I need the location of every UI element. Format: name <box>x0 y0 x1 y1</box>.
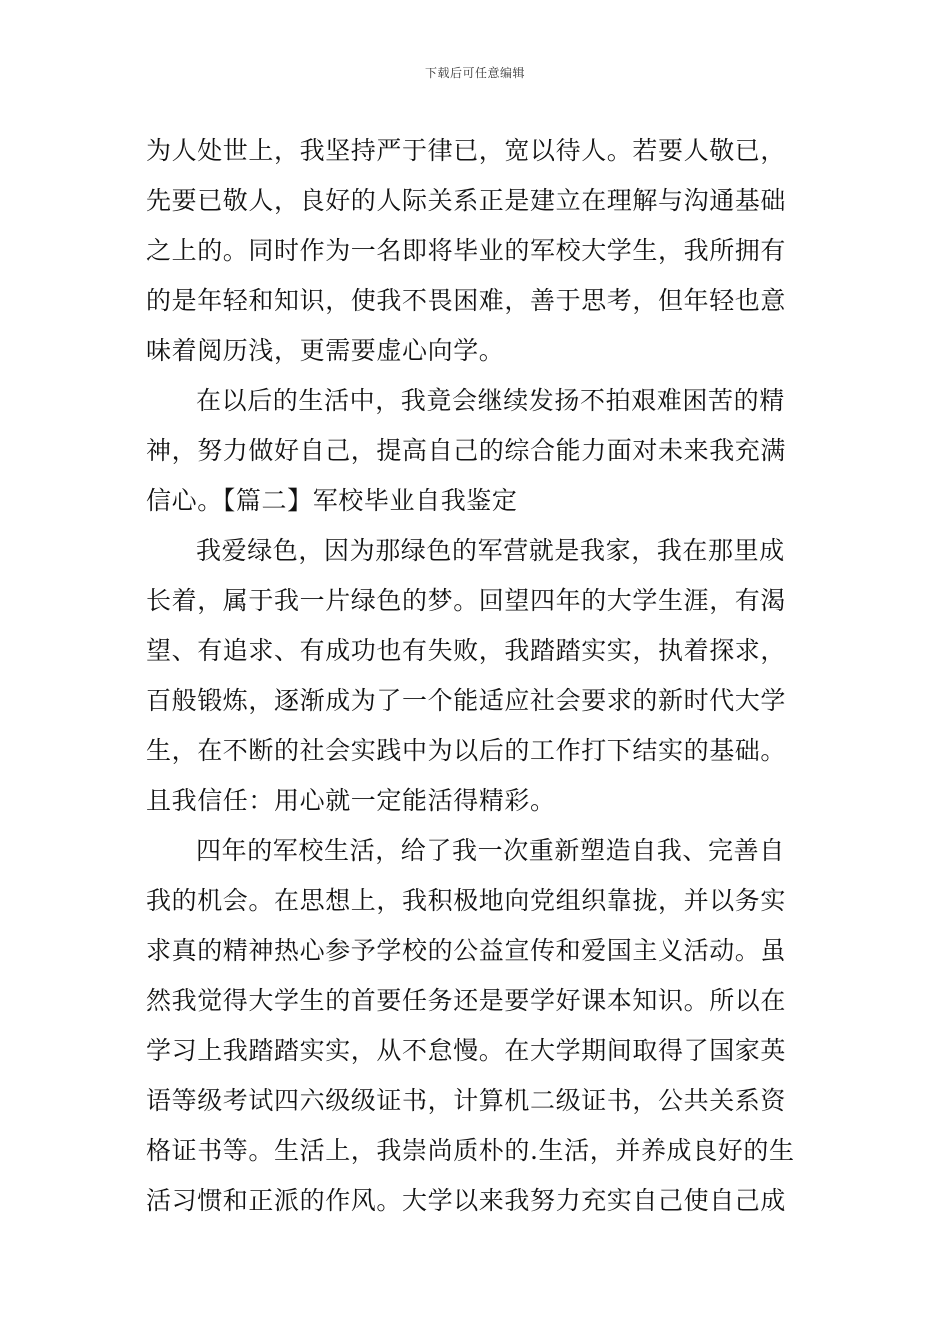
text-line: 语等级考试四六级级证书，计算机二级证书，公共关系资 <box>146 1086 787 1115</box>
paragraph <box>146 526 808 826</box>
text-line: 望、有追求、有成功也有失败，我踏踏实实，执着探求， <box>146 636 787 665</box>
page-header: 下载后可任意编辑 <box>424 66 525 80</box>
text-line: 生，在不断的社会实践中为以后的工作打下结实的基础。 <box>146 736 787 765</box>
text-line: 在以后的生活中，我竟会继续发扬不拍艰难困苦的精 <box>196 386 785 415</box>
text-line: 的是年轻和知识，使我不畏困难，善于思考，但年轻也意 <box>146 286 787 315</box>
text-line: 百般锻炼，逐渐成为了一个能适应社会要求的新时代大学 <box>146 686 787 715</box>
text-line: 格证书等。生活上，我崇尚质朴的.生活，并养成良好的生 <box>146 1136 795 1165</box>
text-line: 信心。【篇二】军校毕业自我鉴定 <box>146 486 518 515</box>
text-line: 我爱绿色，因为那绿色的军营就是我家，我在那里成 <box>196 536 785 565</box>
text-line: 味着阅历浅，更需要虚心向学。 <box>146 336 505 365</box>
text-line: 之上的。同时作为一名即将毕业的军校大学生，我所拥有 <box>146 236 787 265</box>
text-line: 四年的军校生活，给了我一次重新塑造自我、完善自 <box>196 836 785 865</box>
text-line: 学习上我踏踏实实，从不怠慢。在大学期间取得了国家英 <box>146 1036 787 1065</box>
text-line: 长着，属于我一片绿色的梦。回望四年的大学生涯，有渴 <box>146 586 787 615</box>
paragraph <box>146 826 808 1226</box>
text-line: 求真的精神热心参予学校的公益宣传和爱国主义活动。虽 <box>146 936 787 965</box>
text-line: 为人处世上，我坚持严于律已，宽以待人。若要人敬已， <box>146 136 787 165</box>
text-line: 且我信任：用心就一定能活得精彩。 <box>146 786 556 815</box>
paragraph <box>146 376 808 526</box>
text-line: 神，努力做好自己，提高自己的综合能力面对未来我充满 <box>146 436 787 465</box>
text-line: 先要已敬人，良好的人际关系正是建立在理解与沟通基础 <box>146 186 787 215</box>
paragraph <box>146 126 808 376</box>
document-body <box>146 126 808 1226</box>
text-line: 我的机会。在思想上，我积极地向党组织靠拢，并以务实 <box>146 886 787 915</box>
text-line: 活习惯和正派的作风。大学以来我努力充实自己使自己成 <box>146 1186 787 1215</box>
text-line: 然我觉得大学生的首要任务还是要学好课本知识。所以在 <box>146 986 787 1015</box>
